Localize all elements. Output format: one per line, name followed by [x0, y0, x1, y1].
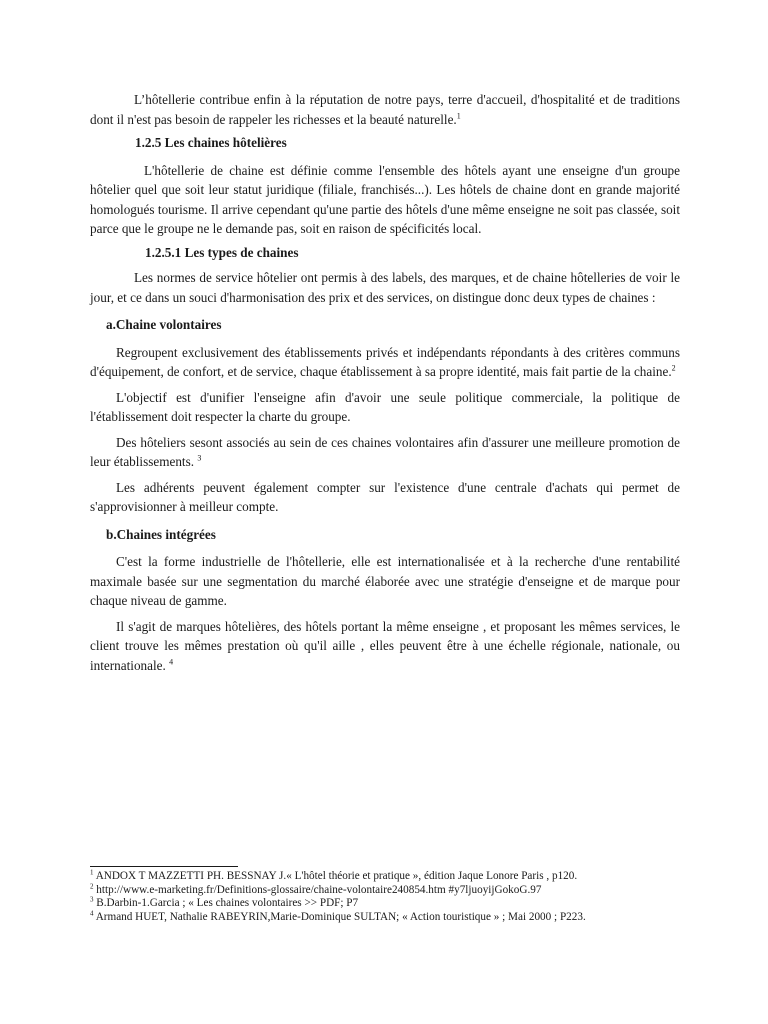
document-body	[90, 90, 680, 675]
footnote-ref: 1	[456, 111, 461, 121]
volontaires-paragraph-4: Les adhérents peuvent également compter sur l'existence d'une centrale d'achats qui permet de s'approvisionner à meilleur compte.	[90, 479, 680, 514]
heading-chaine-volontaires: a.Chaine volontaires	[106, 317, 222, 332]
footnote-separator	[90, 866, 238, 867]
footnote-link[interactable]: http://www.e-marketing.fr/Definitions-glossaire/chaine-volontaire240854.htm #y7ljuoyijGokoG.97	[96, 883, 542, 896]
footnote-ref: 3	[197, 453, 202, 463]
volontaires-paragraph-1: Regroupent exclusivement des établissements privés et indépendants répondants à des critères communs d'équipement, de confort, et de service, chaque établissement à sa propre identité, mais fait partie de la chaine.$^2$	[90, 344, 680, 379]
footnote-item: $^4$ Armand HUET, Nathalie RABEYRIN,Marie-Dominique SULTAN; « Action touristique » ; Mai 2000 ; P223.	[90, 908, 586, 923]
footnote-item: $^3$ B.Darbin-1.Garcia ; « Les chaines volontaires >> PDF; P7	[90, 895, 359, 909]
section-1-2-5-1-paragraph: Les normes de service hôtelier ont permis à des labels, des marques, et de chaine hôtelleries de voir le jour, et ce dans un souci d'harmonisation des prix et des services, on distingue donc deux types de chaines :	[90, 270, 680, 305]
footnote-ref: 2	[671, 363, 676, 373]
section-heading-1-2-5: 1.2.5 Les chaines hôtelières	[135, 135, 287, 150]
integrees-paragraph-1: C'est la forme industrielle de l'hôtellerie, elle est internationalisée et à la recherche d'une rentabilité maximale basée sur une segmentation du marché élaborée avec une stratégie d'enseigne et de marque pour chaque niveau de gamme.	[90, 554, 680, 608]
footnote-ref: 4	[169, 657, 174, 667]
footnotes	[90, 866, 690, 924]
footnote-item: $^1$ ANDOX T MAZZETTI PH. BESSNAY J.« L'hôtel théorie et pratique », édition Jaque Lonore Paris , p120.	[90, 868, 578, 882]
intro-paragraph: L’hôtellerie contribue enfin à la réputation de notre pays, terre d'accueil, d'hospitalité et de traditions dont il n'est pas besoin de rappeler les richesses et la beauté naturelle.$^1$	[90, 92, 680, 127]
heading-chaines-integrees: b.Chaines intégrées	[106, 526, 216, 542]
volontaires-paragraph-3: Des hôteliers sesont associés au sein de ces chaines volontaires afin d'assurer une meilleure promotion de leur établissements. $^3$	[90, 434, 680, 469]
section-heading-1-2-5-1: 1.2.5.1 Les types de chaines	[145, 244, 299, 260]
volontaires-paragraph-2: L'objectif est d'unifier l'enseigne afin d'avoir une seule politique commerciale, la politique de l'établissement doit respecter la charte du groupe.	[90, 389, 680, 424]
section-1-2-5-paragraph: L'hôtellerie de chaine est définie comme l'ensemble des hôtels ayant une enseigne d'un groupe hôtelier quel que soit leur statut juridique (filiale, franchisés...). Les hôtels de chaine dont en grande majorité homologués tourisme. Il arrive cependant qu'une partie des hôtels d'une même enseigne ne soit pas classée, soit parce que le groupe ne le demande pas, soit en raison de spécificités local.	[90, 162, 680, 236]
integrees-paragraph-2: Il s'agit de marques hôtelières, des hôtels portant la même enseigne , et proposant les mêmes services, le client trouve les mêmes prestation où qu'il aille , elles peuvent être à une échelle régionale, nationale, ou internationale. $^4$	[90, 618, 680, 673]
footnote-item[interactable]: $^2$ http://www.e-marketing.fr/Definitions-glossaire/chaine-volontaire240854.htm #y7ljuoyijGokoG.97	[90, 881, 542, 896]
